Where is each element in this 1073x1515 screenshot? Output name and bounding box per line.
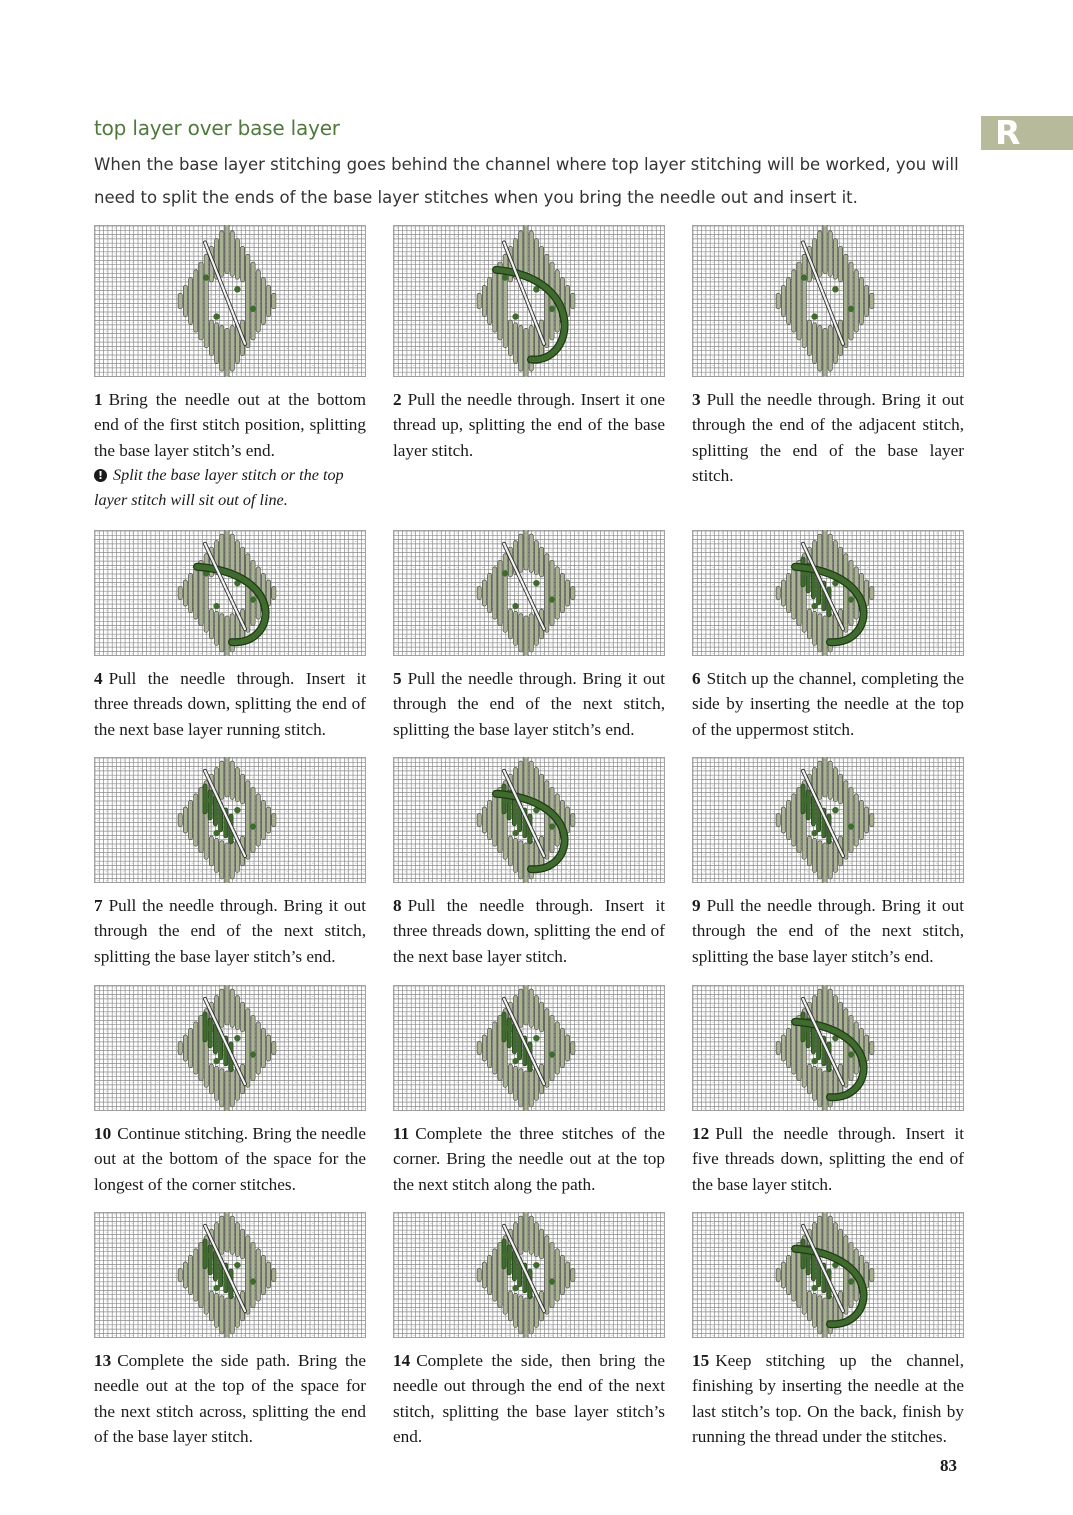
step-number: 12 [692,1124,710,1143]
step-caption [94,1348,366,1449]
warning-icon: ! [94,469,107,482]
step-illustration [393,757,665,883]
step-note [94,463,366,513]
step-illustration [393,1212,665,1338]
step-illustration [692,757,964,883]
step-text: Complete the three stitches of the corner. Bring the needle out at the top the next stitch along the path. [393,1124,665,1194]
page-number: 83 [940,1456,957,1475]
step-text: Pull the needle through. Insert it five threads down, splitting the end of the base layer stitch. [692,1124,964,1194]
step-3 [692,225,964,488]
step-caption [94,666,366,742]
step-text: Pull the needle through. Bring it out through the end of the next stitch, splitting the base layer stitch’s end. [94,896,366,966]
step-illustration [94,1212,366,1338]
step-9 [692,757,964,969]
step-number: 3 [692,390,701,409]
step-number: 9 [692,896,701,915]
step-illustration [692,1212,964,1338]
step-text: Pull the needle through. Bring it out through the end of the adjacent stitch, splitting the end of the base layer stitch. [692,390,964,485]
section-title: top layer over base layer [94,116,340,140]
step-8 [393,757,665,969]
step-caption [393,893,665,969]
step-15 [692,1212,964,1449]
step-text: Pull the needle through. Insert it three threads down, splitting the end of the next base layer running stitch. [94,669,366,739]
step-caption [692,387,964,488]
step-text: Pull the needle through. Bring it out through the end of the next stitch, splitting the base layer stitch’s end. [393,669,665,739]
step-illustration [94,225,366,377]
step-illustration [692,225,964,377]
step-caption [94,387,366,463]
step-caption [692,666,964,742]
section-tab [981,113,1073,152]
step-5 [393,530,665,742]
step-number: 1 [94,390,103,409]
step-text: Stitch up the channel, completing the side by inserting the needle at the top of the uppermost stitch. [692,669,964,739]
step-text: Complete the side path. Bring the needle out at the top of the space for the next stitch across, splitting the end of the base layer stitch. [94,1351,366,1446]
step-caption [393,666,665,742]
step-caption [692,893,964,969]
intro-paragraph: When the base layer stitching goes behind the channel where top layer stitching will be worked, you will need to split the ends of the base layer stitches when you bring the needle out and insert it. [94,155,959,207]
step-7 [94,757,366,969]
step-number: 5 [393,669,402,688]
step-text: Pull the needle through. Insert it one thread up, splitting the end of the base layer stitch. [393,390,665,460]
step-number: 13 [94,1351,112,1370]
step-number: 4 [94,669,103,688]
step-text: Pull the needle through. Insert it three threads down, splitting the end of the next base layer stitch. [393,896,665,966]
step-caption [393,1348,665,1449]
step-note-text: Split the base layer stitch or the top layer stitch will sit out of line. [94,465,344,509]
step-illustration [393,530,665,656]
step-illustration [94,985,366,1111]
step-number: 10 [94,1124,112,1143]
step-text: Bring the needle out at the bottom end of the first stitch position, splitting the base layer stitch’s end. [94,390,366,460]
step-text: Pull the needle through. Bring it out through the end of the next stitch, splitting the base layer stitch’s end. [692,896,964,966]
step-number: 14 [393,1351,411,1370]
step-caption [94,1121,366,1197]
step-12 [692,985,964,1197]
step-caption [692,1348,964,1449]
step-caption [393,387,665,463]
step-number: 15 [692,1351,710,1370]
step-caption [393,1121,665,1197]
step-illustration [692,530,964,656]
step-6 [692,530,964,742]
step-number: 7 [94,896,103,915]
step-number: 11 [393,1124,410,1143]
step-illustration [94,757,366,883]
step-number: 8 [393,896,402,915]
step-text: Continue stitching. Bring the needle out at the bottom of the space for the longest of the corner stitches. [94,1124,366,1194]
step-number: 6 [692,669,701,688]
section-tab-letter: R [995,113,1021,152]
step-illustration [692,985,964,1111]
step-illustration [393,225,665,377]
step-2 [393,225,665,463]
step-caption [692,1121,964,1197]
step-illustration [94,530,366,656]
step-number: 2 [393,390,402,409]
step-10 [94,985,366,1197]
step-4 [94,530,366,742]
step-13 [94,1212,366,1449]
step-1 [94,225,366,513]
step-illustration [393,985,665,1111]
step-11 [393,985,665,1197]
step-14 [393,1212,665,1449]
step-caption [94,893,366,969]
step-text: Complete the side, then bring the needle out through the end of the next stitch, splitting the base layer stitch’s end. [393,1351,665,1446]
step-text: Keep stitching up the channel, finishing by inserting the needle at the last stitch’s top. On the back, finish by running the thread under the stitches. [692,1351,964,1446]
